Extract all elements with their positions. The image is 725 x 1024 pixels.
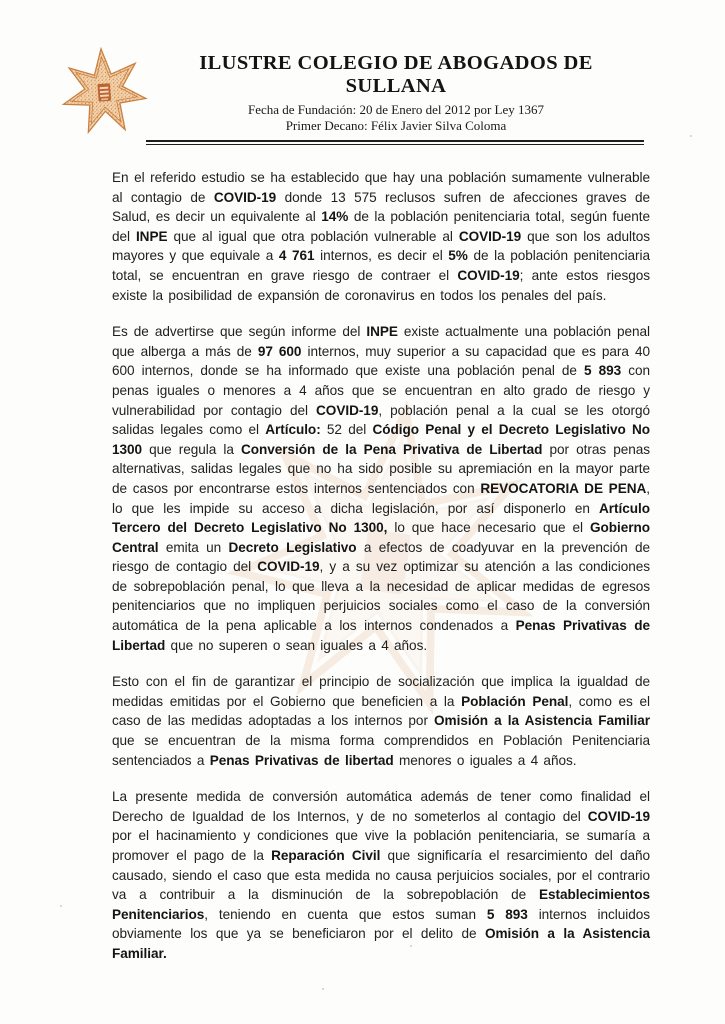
text-run: Penas Privativas de libertad <box>209 752 394 768</box>
text-run: Conversión de la Pena Privativa de Libertad <box>240 441 543 457</box>
text-run: 52 del <box>320 422 373 438</box>
scan-speck <box>322 988 324 990</box>
org-title-line1: ILUSTRE COLEGIO DE ABOGADOS DE <box>199 52 593 74</box>
text-run: existe actualmente una población penal que alberga a más de <box>112 324 650 359</box>
scan-speck <box>410 945 412 947</box>
text-run: COVID-19 <box>316 402 379 418</box>
text-run: Omisión a la Asistencia Familiar. <box>112 926 650 961</box>
text-run: que significaría el resarcimiento del daño causado, siendo el caso que esta medida no causa perjuicios sociales, por el contrario va a contribuir a la disminución de la sobrepoblación de <box>112 848 650 903</box>
text-run: Establecimientos Penitenciarios <box>112 887 650 922</box>
college-star-seal-icon <box>58 44 150 140</box>
text-run: Esto con el fin de garantizar el principio de socialización que implica la igualdad de medidas emitidas por el Gobierno que beneficien a la <box>112 674 650 709</box>
text-run: internos, muy superior a su capacidad que es para 40 600 internos, donde se ha informado que existe una población penal de <box>112 343 650 379</box>
text-run: de la población penitenciaria total, según fuente del <box>112 209 650 244</box>
text-run: lo que hace necesario que el <box>387 520 590 536</box>
text-run: 5 893 <box>584 363 622 379</box>
text-run: , teniendo en cuenta que estos suman <box>204 906 487 922</box>
text-run: COVID-19 <box>213 189 277 205</box>
text-run: Es de advertirse que según informe del <box>112 324 367 340</box>
text-run: COVID-19 <box>458 228 522 244</box>
text-run: por el hacinamiento y condiciones que vive la población penitenciaria, se sumaría a promover el pago de la <box>112 828 650 863</box>
header-divider-rule <box>146 140 644 145</box>
text-run: a efectos de coadyuvar en la prevención de riesgo de contagio del <box>112 539 650 575</box>
text-run: Artículo: <box>265 422 321 438</box>
text-run: Gobierno Central <box>112 520 650 555</box>
org-title <box>140 52 652 98</box>
text-run: Penas Privativas de Libertad <box>112 618 650 653</box>
text-run: por otras penas alternativas, salidas legales que no ha sido posible su apremiación en la mayor parte de casos por encontrarse estos internos sentenciados con <box>112 441 650 496</box>
text-run: COVID-19 <box>457 267 520 283</box>
text-run: menores o iguales a 4 años. <box>393 752 577 768</box>
text-run: que son los adultos mayores y que equivale a <box>112 228 650 264</box>
text-run: Código Penal y el Decreto Legislativo No 1300 <box>112 422 650 457</box>
document-body <box>112 168 650 964</box>
text-run: 4 761 <box>278 248 315 264</box>
text-run: COVID-19 <box>587 808 650 824</box>
letterhead <box>140 52 652 133</box>
text-run: Población Penal <box>461 693 569 709</box>
text-run: , como es el caso de las medidas adoptadas a los internos por <box>112 693 650 729</box>
text-run: ; ante estos riesgos existe la posibilidad de expansión de coronavirus en todos los penales del país. <box>112 267 650 303</box>
org-title-line2: SULLANA <box>345 75 447 97</box>
text-run: 97 600 <box>257 343 302 359</box>
text-run: INPE <box>135 228 168 244</box>
text-run: 5 893 <box>486 906 528 922</box>
text-run: COVID-19 <box>257 559 320 575</box>
dean-line: Primer Decano: Félix Javier Silva Coloma <box>285 117 507 133</box>
text-run: donde 13 575 reclusos sufren de afecciones graves de Salud, es decir un equivalente al <box>112 189 650 225</box>
text-run: La presente medida de conversión automática además de tener como finalidad el Derecho de Igualdad de los Internos, y de no someterlos al contagio del <box>112 789 650 824</box>
text-run: Decreto Legislativo <box>228 539 357 555</box>
text-run: que regula la <box>142 441 241 457</box>
text-run: , población penal a la cual se les otorgó salidas legales como el <box>112 402 650 438</box>
paragraph <box>112 168 650 305</box>
scan-speck <box>690 135 692 137</box>
text-run: que se encuentran de la misma forma comprendidos en Población Penitenciaria sentenciados a <box>112 733 650 768</box>
text-run: REVOCATORIA DE PENA <box>480 480 647 496</box>
text-run: emita un <box>158 539 229 555</box>
text-run: Reparación Civil <box>271 848 381 863</box>
text-run: 14% <box>321 209 349 225</box>
text-run: con penas iguales o menores a 4 años que se encuentran en alto grado de riesgo y vulnerabilidad por contagio del <box>112 363 650 418</box>
text-run: , lo que les impide su acceso a dicha legislación, por así disponerlo en <box>112 480 650 516</box>
text-run: INPE <box>366 324 398 340</box>
text-run: que al igual que otra población vulnerable al <box>167 228 459 244</box>
text-run: internos incluidos obviamente los que ya se beneficiaron por el delito de <box>112 906 650 942</box>
text-run: En el referido estudio se ha establecido que hay una población sumamente vulnerable al contagio de <box>112 170 650 205</box>
text-run: de la población penitenciaria total, se encuentran en grave riesgo de contraer el <box>112 248 651 283</box>
text-run: internos, es decir el <box>314 248 449 264</box>
paragraph <box>112 672 650 770</box>
text-run: Artículo Tercero del Decreto Legislativo No 1300, <box>112 500 650 536</box>
paragraph <box>112 322 650 655</box>
text-run: Omisión a la Asistencia Familiar <box>434 713 650 729</box>
text-run: , y a su vez optimizar su atención a las condiciones de sobrepoblación penal, lo que lleva a la necesidad de aplicar medidas de egresos penitenciarios que no impliquen perjuicios sociales como el caso de la conversión automática de la pena aplicable a los internos condenados a <box>112 559 650 634</box>
foundation-line: Fecha de Fundación: 20 de Enero del 2012 por Ley 1367 <box>247 102 545 117</box>
scan-speck <box>60 905 62 907</box>
text-run: que no superen o sean iguales a 4 años. <box>165 637 428 653</box>
paragraph <box>112 787 650 963</box>
text-run: 5% <box>448 248 468 264</box>
